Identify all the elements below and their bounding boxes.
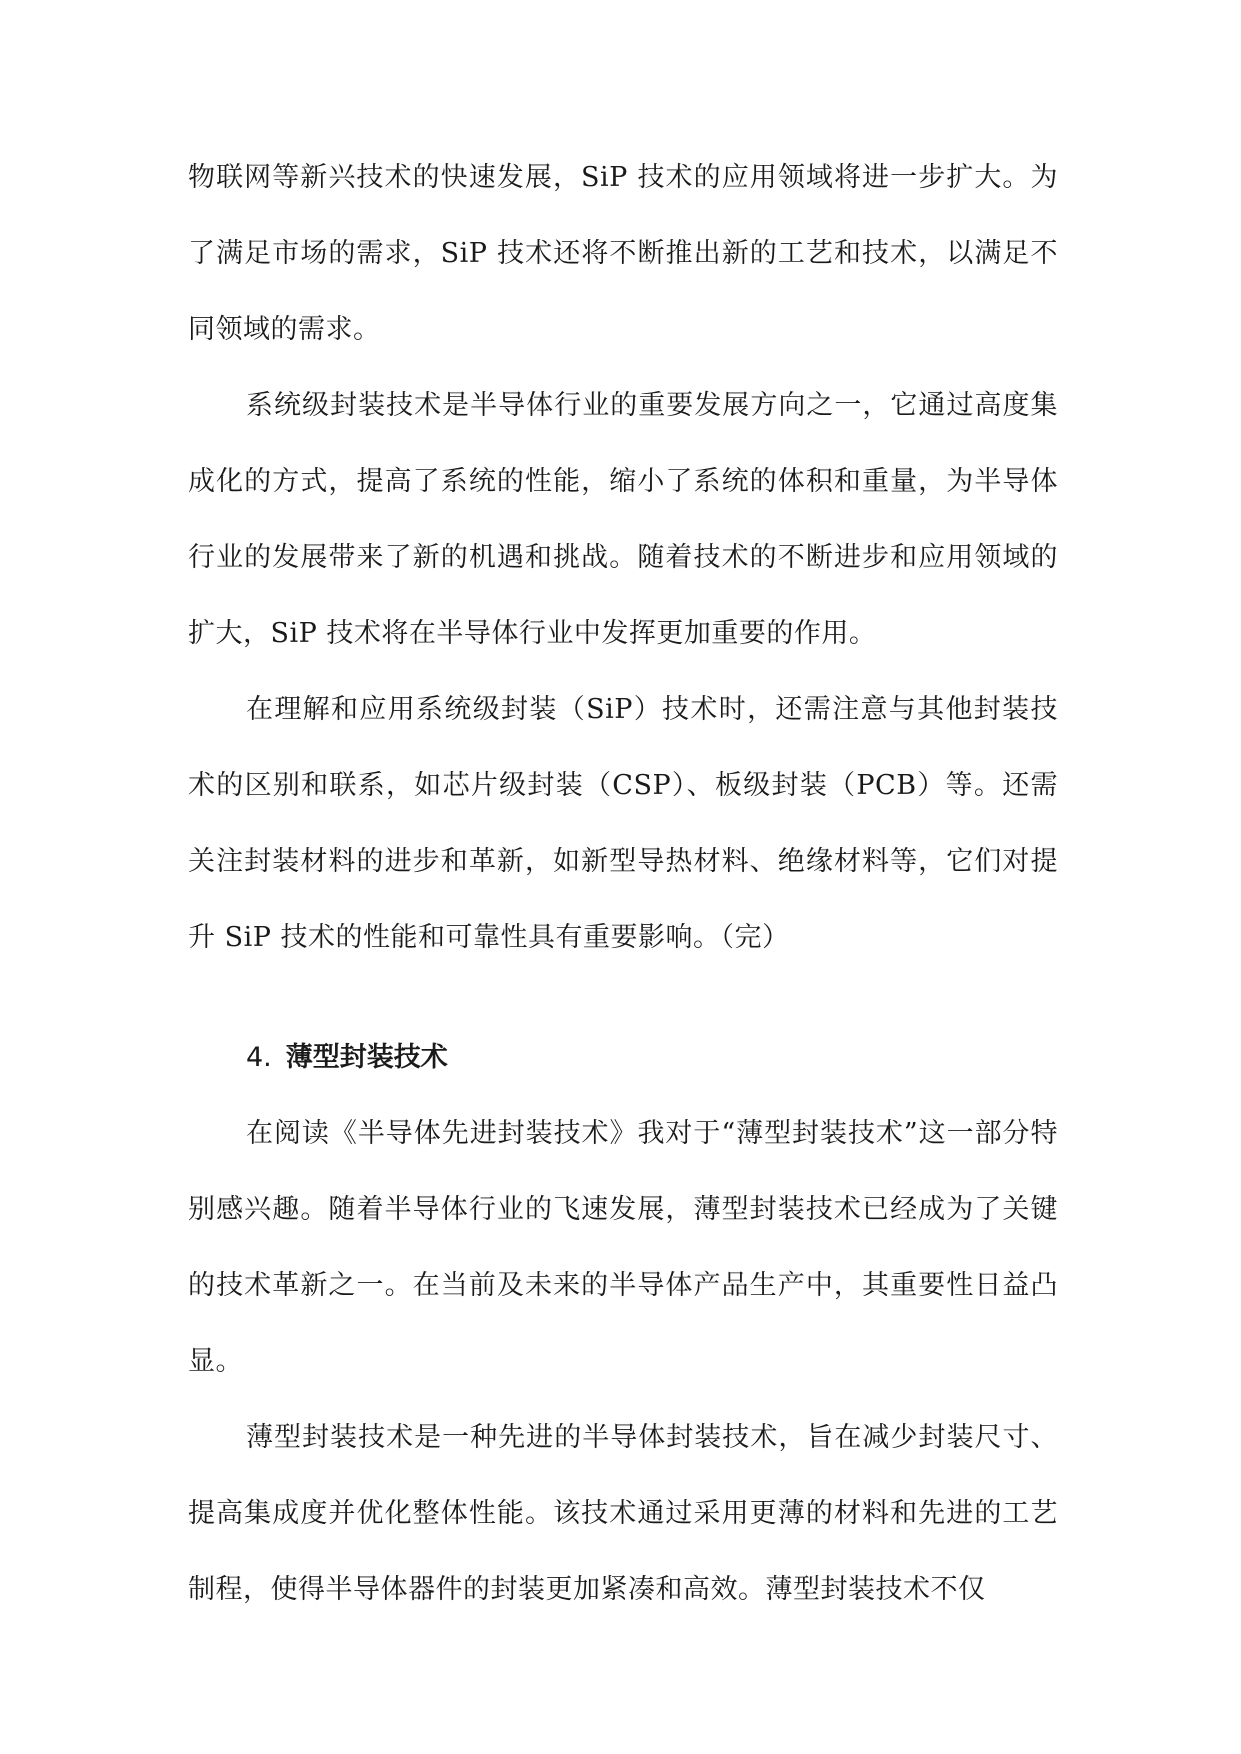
paragraph-sip-significance: 系统级封装技术是半导体行业的重要发展方向之一，它通过高度集成化的方式，提高了系统的性能，缩小了系统的体积和重量，为半导体行业的发展带来了新的机遇和挑战。随着技术的不断进步和应用领域的扩大，SiP 技术将在半导体行业中发挥更加重要的作用。 [188,390,1058,649]
paragraph-sip-outlook: 物联网等新兴技术的快速发展，SiP 技术的应用领域将进一步扩大。为了满足市场的需求，SiP 技术还将不断推出新的工艺和技术，以满足不同领域的需求。 [188,162,1058,345]
section-number: 4. [246,1042,272,1073]
section-title: 薄型封装技术 [285,1042,448,1073]
paragraph-thin-package-interest: 在阅读《半导体先进封装技术》我对于“薄型封装技术”这一部分特别感兴趣。随着半导体行业的飞速发展，薄型封装技术已经成为了关键的技术革新之一。在当前及未来的半导体产品生产中，其重要性日益凸显。 [188,1118,1058,1377]
section-heading [188,1020,1058,1096]
paragraph-sip-related-tech: 在理解和应用系统级封装（SiP）技术时，还需注意与其他封装技术的区别和联系，如芯片级封装（CSP）、板级封装（PCB）等。还需关注封装材料的进步和革新，如新型导热材料、绝缘材料等，它们对提升 SiP 技术的性能和可靠性具有重要影响。（完） [188,694,1058,953]
document-body [188,140,1058,1628]
paragraph-thin-package-definition: 薄型封装技术是一种先进的半导体封装技术，旨在减少封装尺寸、提高集成度并优化整体性能。该技术通过采用更薄的材料和先进的工艺制程，使得半导体器件的封装更加紧凑和高效。薄型封装技术不仅 [188,1422,1058,1605]
